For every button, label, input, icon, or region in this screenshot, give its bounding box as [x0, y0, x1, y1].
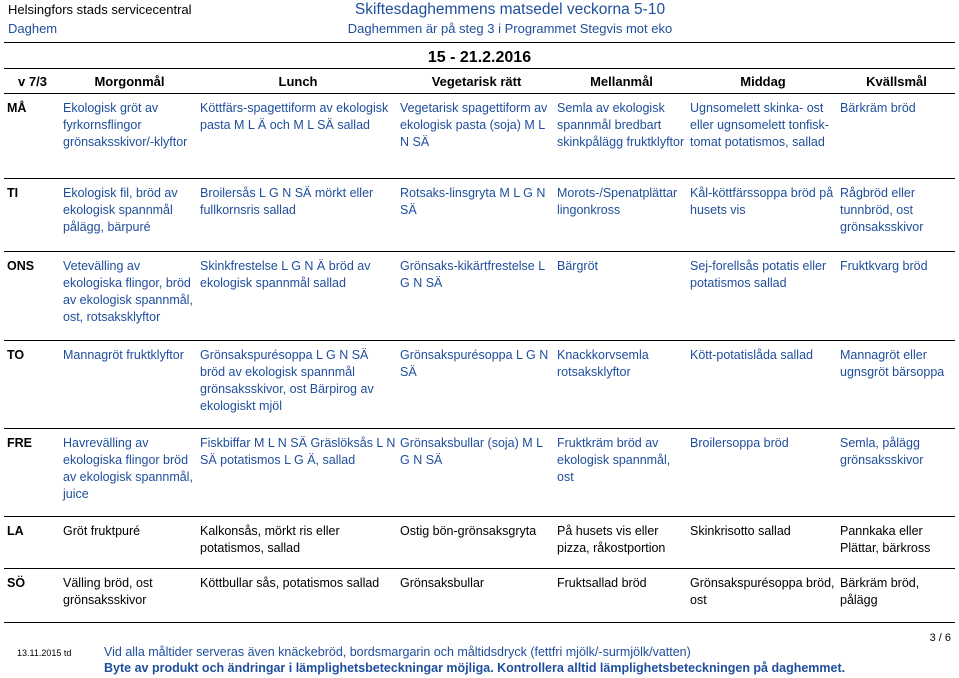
- menu-cell: Välling bröd, ost grönsaksskivor: [61, 569, 198, 623]
- footer-warning: Byte av produkt och ändringar i lämplighetsbeteckningar möjliga. Kontrollera alltid lämplighetsbeteckningen på daghemmet.: [104, 661, 846, 675]
- menu-cell: Grönsakspurésoppa bröd, ost: [688, 569, 838, 623]
- menu-cell: Vegetarisk spagettiform av ekologisk pasta (soja) M L N SÄ: [398, 94, 555, 179]
- menu-cell: Knackkorvsemla rotsaksklyftor: [555, 341, 688, 429]
- col-vegetarian: Vegetarisk rätt: [398, 69, 555, 94]
- day-label: MÅ: [4, 94, 61, 179]
- table-row: [4, 517, 955, 569]
- day-label: TI: [4, 179, 61, 252]
- menu-cell: Bärgröt: [555, 252, 688, 341]
- menu-cell: Kött-potatislåda sallad: [688, 341, 838, 429]
- menu-cell: Ekologisk gröt av fyrkornsflingor grönsaksskivor/-klyftor: [61, 94, 198, 179]
- menu-cell: Broilersås L G N SÄ mörkt eller fullkornsris sallad: [198, 179, 398, 252]
- footer-note: Vid alla måltider serveras även knäckebröd, bordsmargarin och måltidsdryck (fettfri mjölk/-surmjölk/vatten): [104, 645, 691, 659]
- menu-cell: Skinkrisotto sallad: [688, 517, 838, 569]
- col-breakfast: Morgonmål: [61, 69, 198, 94]
- menu-cell: Grönsaksbullar: [398, 569, 555, 623]
- menu-cell: Ekologisk fil, bröd av ekologisk spannmål pålägg, bärpuré: [61, 179, 198, 252]
- header-divider: [4, 42, 955, 43]
- menu-cell: Fruktkvarg bröd: [838, 252, 955, 341]
- menu-cell: Sej-forellsås potatis eller potatismos sallad: [688, 252, 838, 341]
- table-row: [4, 569, 955, 623]
- table-row: [4, 252, 955, 341]
- day-label: FRE: [4, 429, 61, 517]
- menu-cell: Fiskbiffar M L N SÄ Gräslöksås L N SÄ potatismos L G Ä, sallad: [198, 429, 398, 517]
- menu-cell: Köttfärs-spagettiform av ekologisk pasta M L Ä och M L SÄ sallad: [198, 94, 398, 179]
- menu-cell: Morots-/Spenatplättar lingonkross: [555, 179, 688, 252]
- col-week: v 7/3: [4, 69, 61, 94]
- menu-cell: Köttbullar sås, potatismos sallad: [198, 569, 398, 623]
- col-dinner: Middag: [688, 69, 838, 94]
- menu-cell: Skinkfrestelse L G N Ä bröd av ekologisk spannmål sallad: [198, 252, 398, 341]
- menu-cell: Fruktsallad bröd: [555, 569, 688, 623]
- menu-cell: Semla av ekologisk spannmål bredbart skinkpålägg fruktklyftor: [555, 94, 688, 179]
- day-label: TO: [4, 341, 61, 429]
- menu-cell: Gröt fruktpuré: [61, 517, 198, 569]
- menu-cell: Ugnsomelett skinka- ost eller ugnsomelett tonfisk-tomat potatismos, sallad: [688, 94, 838, 179]
- day-label: SÖ: [4, 569, 61, 623]
- menu-cell: Mannagröt eller ugnsgröt bärsoppa: [838, 341, 955, 429]
- unit-name: Daghem: [8, 21, 58, 36]
- menu-cell: Grönsaks-kikärtfrestelse L G N SÄ: [398, 252, 555, 341]
- menu-cell: Semla, pålägg grönsaksskivor: [838, 429, 955, 517]
- menu-title: Skiftesdaghemmens matsedel veckorna 5-10: [354, 1, 666, 18]
- day-label: ONS: [4, 252, 61, 341]
- menu-cell: Grönsakspurésoppa L G N SÄ bröd av ekologisk spannmål grönsaksskivor, ost Bärpirog av ekologiskt mjöl: [198, 341, 398, 429]
- org-name: Helsingfors stads servicecentral: [8, 2, 192, 17]
- table-row: [4, 429, 955, 517]
- period-title: 15 - 21.2.2016: [427, 49, 532, 66]
- menu-cell: Bärkräm bröd, pålägg: [838, 569, 955, 623]
- table-row: [4, 179, 955, 252]
- menu-cell: Kål-köttfärssoppa bröd på husets vis: [688, 179, 838, 252]
- menu-cell: På husets vis eller pizza, råkostportion: [555, 517, 688, 569]
- menu-cell: Kalkonsås, mörkt ris eller potatismos, sallad: [198, 517, 398, 569]
- day-label: LA: [4, 517, 61, 569]
- page-number: 3 / 6: [929, 632, 951, 644]
- table-row: [4, 94, 955, 179]
- header-center: [290, 0, 730, 38]
- col-snack: Mellanmål: [555, 69, 688, 94]
- menu-cell: Pannkaka eller Plättar, bärkross: [838, 517, 955, 569]
- menu-cell: Rotsaks-linsgryta M L G N SÄ: [398, 179, 555, 252]
- menu-subtitle: Daghemmen är på steg 3 i Programmet Stegvis mot eko: [347, 21, 673, 36]
- menu-table: [4, 68, 955, 623]
- menu-cell: Mannagröt fruktklyftor: [61, 341, 198, 429]
- menu-cell: Havrevälling av ekologiska flingor bröd av ekologisk spannmål, juice: [61, 429, 198, 517]
- footer-date: 13.11.2015 td: [17, 648, 72, 658]
- menu-cell: Ostig bön-grönsaksgryta: [398, 517, 555, 569]
- col-evening: Kvällsmål: [838, 69, 955, 94]
- table-row: [4, 341, 955, 429]
- header-left: [8, 0, 192, 38]
- menu-cell: Grönsakspurésoppa L G N SÄ: [398, 341, 555, 429]
- menu-cell: Rågbröd eller tunnbröd, ost grönsaksskivor: [838, 179, 955, 252]
- menu-cell: Broilersoppa bröd: [688, 429, 838, 517]
- menu-cell: Vetevälling av ekologiska flingor, bröd av ekologisk spannmål, ost, rotsaksklyftor: [61, 252, 198, 341]
- col-lunch: Lunch: [198, 69, 398, 94]
- menu-cell: Bärkräm bröd: [838, 94, 955, 179]
- header-row: [4, 69, 955, 94]
- menu-cell: Fruktkräm bröd av ekologisk spannmål, ost: [555, 429, 688, 517]
- menu-cell: Grönsaksbullar (soja) M L G N SÄ: [398, 429, 555, 517]
